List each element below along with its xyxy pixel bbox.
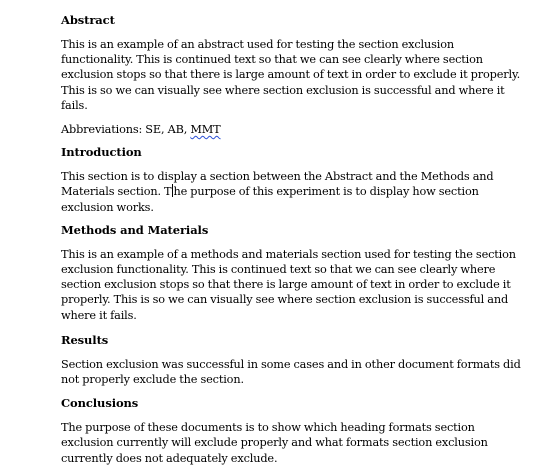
introduction-paragraph bbox=[61, 169, 529, 215]
introduction-text-before-cursor: This section is to display a section between the Abstract and the Methods and Materials section. T bbox=[61, 170, 494, 199]
conclusions-paragraph: The purpose of these documents is to show which heading formats section exclusion currently will exclude properly and what formats section exclusion currently does not adequately exclude. bbox=[61, 421, 488, 465]
abbreviations-line bbox=[61, 122, 529, 137]
spellcheck-flagged-word[interactable]: MMT bbox=[190, 123, 221, 137]
conclusions-heading: Conclusions bbox=[61, 396, 139, 411]
document-page[interactable] bbox=[61, 12, 529, 466]
methods-paragraph: This is an example of a methods and materials section used for testing the section exclusion functionality. This is continued text so that we can see clearly where section exclusion stops so that there is large amount of text in order to exclude it properly. This is so we can visually see where section exclusion is successful and where it fails. bbox=[61, 247, 516, 322]
abstract-heading: Abstract bbox=[61, 13, 115, 27]
methods-heading: Methods and Materials bbox=[61, 222, 209, 237]
introduction-heading: Introduction bbox=[61, 145, 142, 160]
results-paragraph: Section exclusion was successful in some cases and in other document formats did not properly exclude the section. bbox=[61, 357, 521, 387]
results-heading: Results bbox=[61, 332, 109, 347]
abstract-paragraph: This is an example of an abstract used for testing the section exclusion functionality. This is continued text so that we can see clearly where section exclusion stops so that there is large amount of text in order to exclude it properly. This is so we can visually see where section exclusion is successful and where it fails. bbox=[61, 38, 521, 112]
abbreviations-text: Abbreviations: SE, AB, bbox=[61, 123, 191, 137]
introduction-text-after-cursor: he purpose of this experiment is to display how section exclusion works. bbox=[61, 185, 479, 214]
